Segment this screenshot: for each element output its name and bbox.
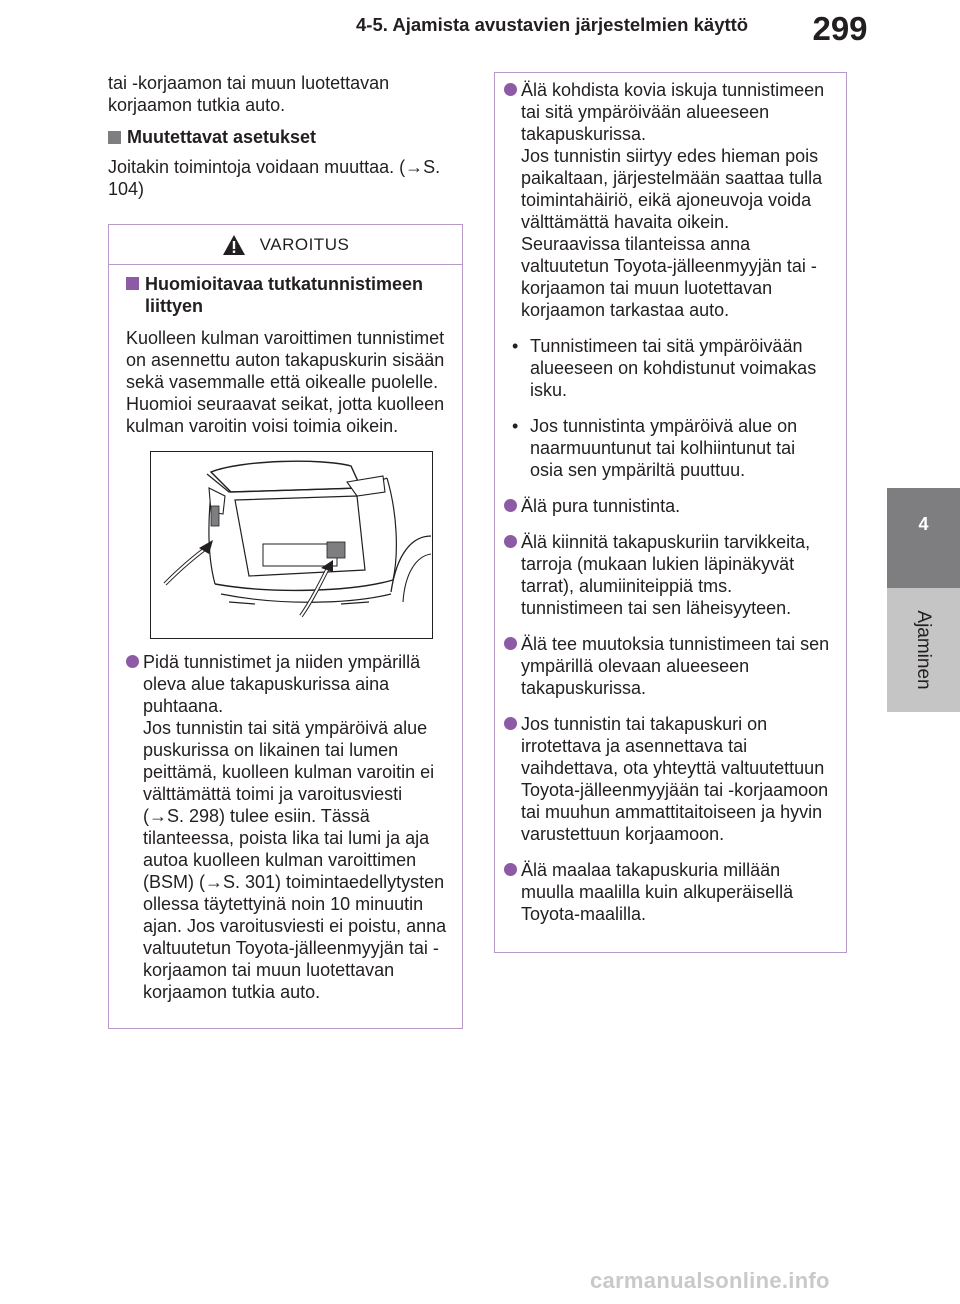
right-bullet-4: [504, 633, 832, 699]
sub-bullet-2-text: Jos tunnistinta ympäröivä alue on naarmuuntunut tai kolhiintunut tai osia sen ympäriltä puuttuu.: [530, 416, 798, 480]
section-title: 4-5. Ajamista avustavien järjestelmien käyttö: [356, 14, 749, 35]
sub-bullet-1-text: Tunnistimeen tai sitä ympäröivään alueeseen on kohdistunut voimakas isku.: [530, 336, 817, 400]
warning-bullet: [126, 651, 448, 1003]
right-bullet-6-text: Älä maalaa takapuskuria millään muulla maalilla kuin alkuperäisellä Toyota-maalilla.: [521, 860, 794, 924]
right-bullet-1-text: Älä kohdista kovia iskuja tunnistimeen tai sitä ympäröivään alueeseen takapuskurissa. Jos tunnistin siirtyy edes hieman pois paikaltaan, järjestelmään saattaa tulla toimintahäiriö, eikä ajoneuvoja voida välttämättä havaita oikein. Seuraavissa tilanteissa anna valtuutetun Toyota-jälleenmyyjän tai -korjaamon tai muun luotettavan korjaamon tarkastaa auto.: [521, 80, 825, 320]
right-bullet-1: [504, 79, 832, 321]
right-bullet-3-text: Älä kiinnitä takapuskuriin tarvikkeita, tarroja (mukaan lukien läpinäkyvät tarrat), alumiiniteippiä tms. tunnistimeen tai sen läheisyyteen.: [521, 532, 811, 618]
round-bullet-icon: [504, 535, 517, 548]
bumper-sensor-illustration: [150, 451, 433, 639]
settings-heading: [108, 126, 464, 148]
sub-bullet-1: [504, 335, 832, 401]
chapter-label: Ajaminen: [913, 610, 934, 690]
right-warning-box: [494, 72, 847, 953]
settings-heading-text: Muutettavat asetukset: [127, 127, 317, 147]
page-number: 299: [790, 0, 890, 60]
right-bullet-5-text: Jos tunnistin tai takapuskuri on irrotettava ja asennettava tai vaihdettava, ota yhteyttä valtuutettuun Toyota-jälleenmyyjään tai -korjaamoon tai muuhun ammattitaitoiseen ja hyvin varustettuun korjaamoon.: [521, 714, 829, 844]
warning-body: [109, 265, 462, 1003]
warning-triangle-icon: [222, 234, 246, 256]
round-bullet-icon: [504, 637, 517, 650]
intro-column: [108, 72, 464, 210]
round-bullet-icon: [504, 83, 517, 96]
warning-paragraph: Kuolleen kulman varoittimen tunnistimet on asennettu auton takapuskurin sisään sekä vasemmalle että oikealle puolelle. Huomioi seuraavat seikat, jotta kuolleen kulman varoitin voisi toimia oikein.: [126, 328, 445, 436]
round-bullet-icon: [126, 655, 139, 668]
round-bullet-icon: [504, 863, 517, 876]
rear-bumper-drawing: [151, 452, 431, 637]
settings-text: Joitakin toimintoja voidaan muuttaa. (→S. 104): [108, 157, 441, 199]
warning-header: [109, 225, 462, 265]
sub-bullet-mark: •: [512, 416, 519, 436]
warning-subheading: [126, 273, 448, 317]
square-bullet-icon: [108, 131, 121, 144]
watermark: carmanualsonline.info: [590, 1268, 830, 1293]
square-bullet-icon: [126, 277, 139, 290]
right-bullet-3: [504, 531, 832, 619]
round-bullet-icon: [504, 717, 517, 730]
chapter-number: 4: [918, 514, 929, 534]
round-bullet-icon: [504, 499, 517, 512]
continuation-text: tai -korjaamon tai muun luotettavan korjaamon tutkia auto.: [108, 73, 390, 115]
warning-label: VAROITUS: [259, 234, 350, 254]
warning-subheading-text: Huomioitavaa tutkatunnistimeen liittyen: [145, 274, 424, 316]
chapter-side-tab: [887, 0, 960, 1304]
sub-bullet-mark: •: [512, 336, 519, 356]
right-bullet-4-text: Älä tee muutoksia tunnistimeen tai sen ympärillä olevaan alueeseen takapuskurissa.: [521, 634, 830, 698]
right-bullet-5: [504, 713, 832, 845]
right-bullet-6: [504, 859, 832, 925]
sub-bullet-2: [504, 415, 832, 481]
warning-bullet-text: Pidä tunnistimet ja niiden ympärillä oleva alue takapuskurissa aina puhtaana. Jos tunnistin tai sitä ympäröivä alue puskurissa on likainen tai lumen peittämä, kuolleen kulman varoitin ei välttämättä toimi ja varoitusviesti (→S. 298) tulee esiin. Tässä tilanteessa, poista lika tai lumi ja aja autoa kuolleen kulman varoittimen (BSM) (→S. 301) toimintaedellytysten ollessa täytettyinä noin 10 minuutin ajan. Jos varoitusviesti ei poistu, anna valtuutetun Toyota-jälleenmyyjän tai -korjaamon tai muun luotettavan korjaamon tutkia auto.: [143, 652, 447, 1002]
page-header: [0, 0, 960, 64]
warning-box: [108, 224, 463, 1029]
chapter-number-box: [887, 488, 960, 588]
right-bullet-2-text: Älä pura tunnistinta.: [521, 496, 681, 516]
right-bullet-2: [504, 495, 832, 517]
